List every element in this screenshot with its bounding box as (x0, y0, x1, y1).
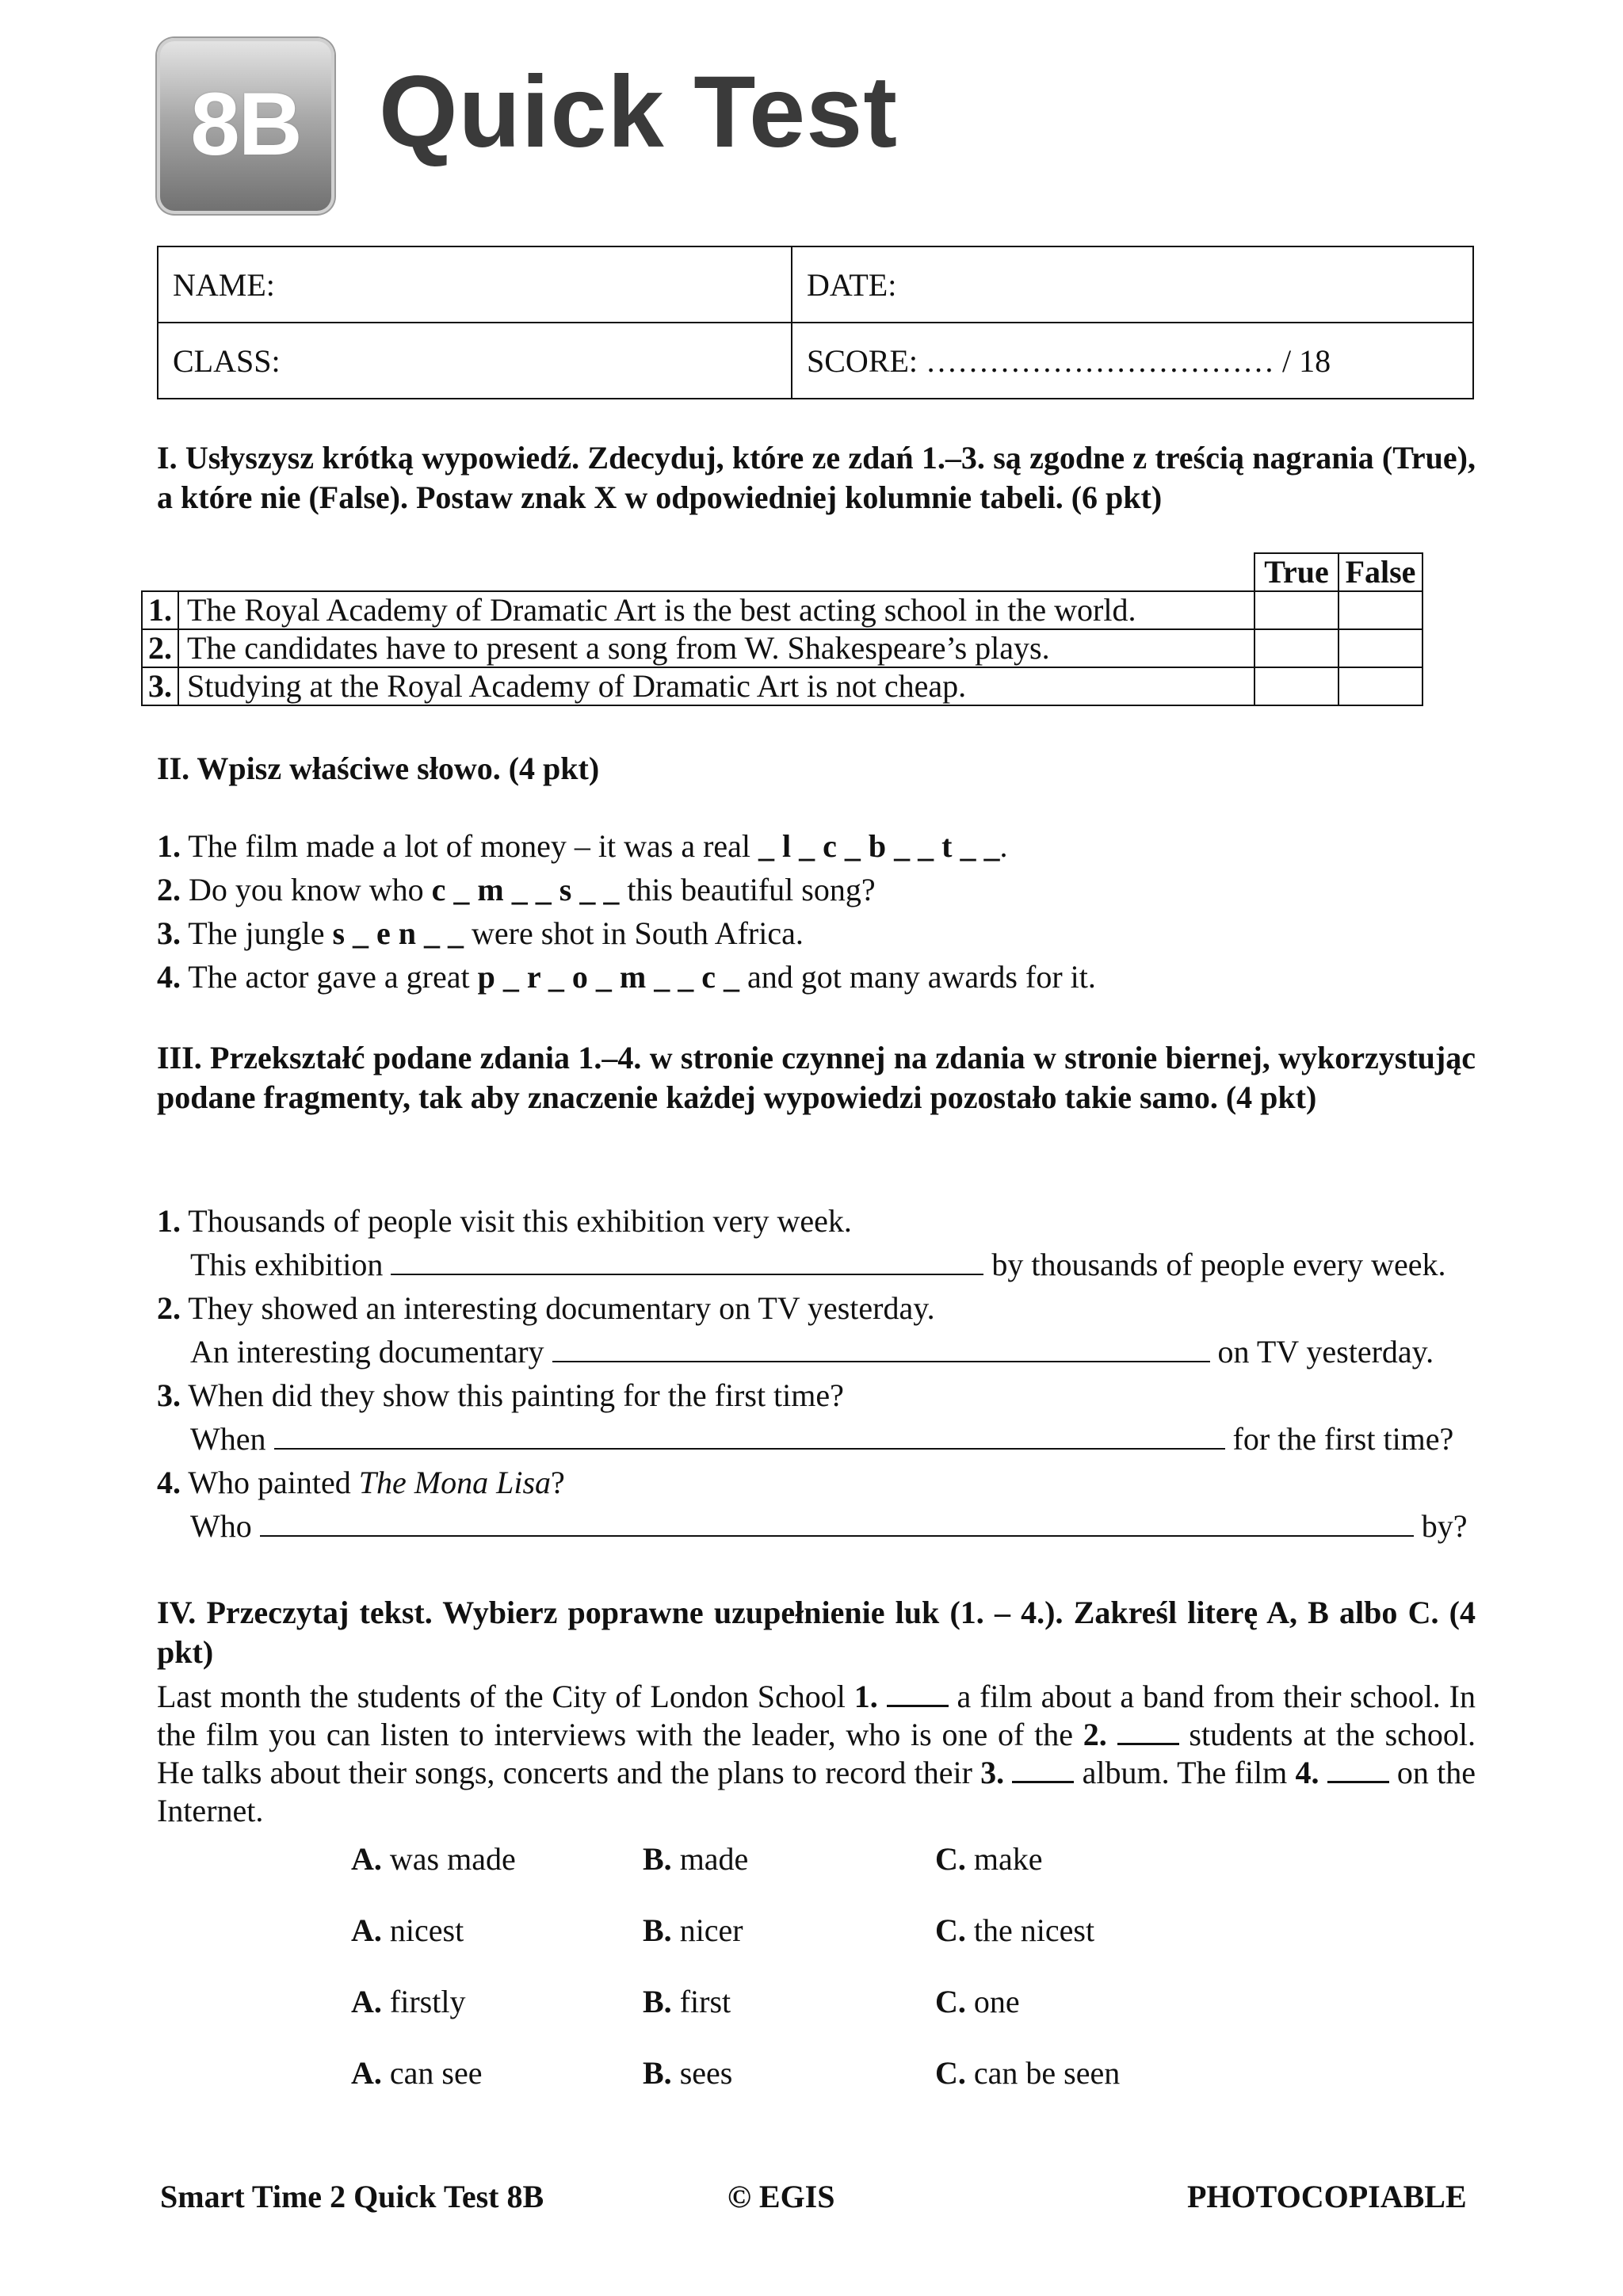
list-item (157, 868, 1476, 911)
option-text: nicest (389, 1912, 464, 1948)
option-text: first (679, 1984, 731, 2019)
gap-blank[interactable] (887, 1679, 949, 1707)
option-b[interactable] (643, 1983, 731, 2020)
option-letter: B. (643, 1841, 672, 1877)
true-answer-cell[interactable] (1254, 667, 1338, 705)
list-item (157, 1199, 1476, 1243)
option-a[interactable] (351, 1983, 465, 2020)
gap-number: 3. (980, 1755, 1005, 1790)
answer-line (157, 1417, 1476, 1461)
option-letter: C. (935, 1912, 966, 1948)
option-c[interactable] (935, 1840, 1043, 1878)
item-text: The film made a lot of money – it was a real (188, 828, 759, 864)
section-1-instruction: I. Usłyszysz krótką wypowiedź. Zdecyduj, które ze zdań 1.–3. są zgodne z treścią nagrania (True), a które nie (False). Postaw znak X w odpowiedniej kolumnie tabeli. (6 pkt) (157, 440, 1476, 515)
list-item (157, 1286, 1476, 1330)
answer-blank[interactable] (552, 1332, 1210, 1362)
table-row (142, 629, 1423, 667)
footer-right: PHOTOCOPIABLE (1187, 2179, 1467, 2214)
item-text: this beautiful song? (619, 872, 876, 907)
answer-start: Who (190, 1508, 252, 1544)
row-number: 3. (142, 667, 178, 705)
gap-number: 2. (1083, 1717, 1107, 1752)
false-answer-cell[interactable] (1338, 629, 1423, 667)
false-answer-cell[interactable] (1338, 667, 1423, 705)
answer-end: for the first time? (1232, 1421, 1454, 1457)
empty-cell (142, 553, 178, 591)
logo-text: 8B (190, 74, 301, 174)
option-letter: A. (351, 2055, 382, 2091)
statement-text: Studying at the Royal Academy of Dramatic Art is not cheap. (178, 667, 1254, 705)
option-a[interactable] (351, 1912, 464, 1949)
empty-cell (178, 553, 1254, 591)
answer-start: When (190, 1421, 266, 1457)
option-letter: B. (643, 2055, 672, 2091)
option-letter: A. (351, 1984, 382, 2019)
option-text: nicer (679, 1912, 743, 1948)
option-letter: A. (351, 1841, 382, 1877)
option-b[interactable] (643, 2054, 732, 2092)
item-number: 1. (157, 1203, 181, 1239)
cloze-text (157, 1678, 1476, 1830)
item-text: were shot in South Africa. (464, 915, 804, 951)
cloze-segment: Last month the students of the City of London School (157, 1679, 854, 1714)
option-letter: A. (351, 1912, 382, 1948)
option-text: make (973, 1841, 1043, 1877)
gap-number: 1. (854, 1679, 878, 1714)
list-item (157, 911, 1476, 955)
option-text: can be seen (973, 2055, 1121, 2091)
statement-text: The Royal Academy of Dramatic Art is the best acting school in the world. (178, 591, 1254, 629)
list-item (157, 824, 1476, 868)
row-number: 1. (142, 591, 178, 629)
item-text: . (999, 828, 1008, 864)
true-false-table (141, 552, 1423, 706)
word-puzzle[interactable]: _ l _ c _ b _ _ t _ _ (758, 828, 1000, 864)
item-number: 4. (157, 1465, 181, 1500)
list-item (157, 1373, 1476, 1417)
answer-line (157, 1504, 1476, 1548)
list-item (157, 1461, 1476, 1504)
section-2-items (157, 824, 1476, 999)
row-number: 2. (142, 629, 178, 667)
cloze-segment: a film about a band from their school. In the film you can listen to interviews with the leader, who is one of the (157, 1679, 1476, 1752)
item-sentence: When did they show this painting for the first time? (188, 1377, 844, 1413)
item-sentence: Thousands of people visit this exhibition very week. (188, 1203, 852, 1239)
cloze-segment: album. The film (1074, 1755, 1296, 1790)
section-4-instruction: IV. Przeczytaj tekst. Wybierz poprawne uzupełnienie luk (1. – 4.). Zakreśl literę A, B albo C. (4 pkt) (157, 1595, 1476, 1670)
item-sentence: Who painted (188, 1465, 359, 1500)
page-title: Quick Test (379, 55, 898, 169)
option-letter: C. (935, 2055, 966, 2091)
table-row (142, 667, 1423, 705)
false-column-header: False (1338, 553, 1423, 591)
true-answer-cell[interactable] (1254, 629, 1338, 667)
answer-end: on TV yesterday. (1217, 1334, 1434, 1370)
item-number: 2. (157, 1290, 181, 1326)
false-answer-cell[interactable] (1338, 591, 1423, 629)
footer-center: © EGIS (727, 2179, 835, 2214)
item-text: Do you know who (189, 872, 432, 907)
option-c[interactable] (935, 1912, 1094, 1949)
cloze-segment: students at the school. He talks about their songs, concerts and the plans to record their (157, 1717, 1476, 1790)
item-sentence: ? (551, 1465, 565, 1500)
option-text: sees (679, 2055, 733, 2091)
table-row (142, 591, 1423, 629)
gap-blank[interactable] (1327, 1755, 1389, 1783)
option-text: was made (389, 1841, 516, 1877)
option-a[interactable] (351, 2054, 482, 2092)
list-item (157, 955, 1476, 999)
option-b[interactable] (643, 1840, 748, 1878)
true-column-header: True (1254, 553, 1338, 591)
item-number: 3. (157, 1377, 181, 1413)
statement-text: The candidates have to present a song from W. Shakespeare’s plays. (178, 629, 1254, 667)
true-answer-cell[interactable] (1254, 591, 1338, 629)
gap-number: 4. (1295, 1755, 1319, 1790)
answer-start: An interesting documentary (190, 1334, 544, 1370)
option-b[interactable] (643, 1912, 743, 1949)
word-puzzle[interactable]: p _ r _ o _ m _ _ c _ (477, 959, 739, 995)
word-puzzle[interactable]: c _ m _ _ s _ _ (431, 872, 620, 907)
name-field[interactable]: NAME: (158, 246, 792, 323)
item-text: The jungle (188, 915, 333, 951)
answer-blank[interactable] (391, 1245, 983, 1275)
answer-line (157, 1330, 1476, 1373)
item-sentence: They showed an interesting documentary on TV yesterday. (188, 1290, 935, 1326)
answer-end: by thousands of people every week. (991, 1247, 1446, 1282)
section-3-items (157, 1199, 1476, 1548)
gap-blank[interactable] (1012, 1755, 1074, 1783)
item-number: 1. (157, 828, 181, 864)
date-field[interactable]: DATE: (792, 246, 1473, 323)
cloze-segment: on the Internet. (157, 1755, 1476, 1828)
option-a[interactable] (351, 1840, 516, 1878)
option-letter: B. (643, 1984, 672, 2019)
option-text: the nicest (973, 1912, 1095, 1948)
option-letter: C. (935, 1841, 966, 1877)
option-text: made (679, 1841, 749, 1877)
item-number: 4. (157, 959, 181, 995)
answer-end: by? (1421, 1508, 1468, 1544)
option-c[interactable] (935, 2054, 1120, 2092)
class-field[interactable]: CLASS: (158, 323, 792, 399)
gap-blank[interactable] (1117, 1717, 1179, 1745)
score-field[interactable]: SCORE: …………………………… / 18 (792, 323, 1473, 399)
option-text: firstly (389, 1984, 466, 2019)
answer-blank[interactable] (274, 1419, 1225, 1450)
section-3-instruction: III. Przekształć podane zdania 1.–4. w stronie czynnej na zdania w stronie biernej, wykorzystując podane fragmenty, tak aby znaczenie każdej wypowiedzi pozostało takie samo. (4 pkt) (157, 1040, 1476, 1115)
option-text: can see (389, 2055, 483, 2091)
item-text: The actor gave a great (188, 959, 478, 995)
option-letter: C. (935, 1984, 966, 2019)
option-text: one (973, 1984, 1020, 2019)
student-info-table (157, 246, 1474, 399)
item-number: 2. (157, 872, 181, 907)
option-c[interactable] (935, 1983, 1020, 2020)
option-letter: B. (643, 1912, 672, 1948)
test-number-logo (157, 38, 334, 214)
answer-blank[interactable] (260, 1507, 1414, 1537)
item-number: 3. (157, 915, 181, 951)
footer-left: Smart Time 2 Quick Test 8B (160, 2179, 544, 2214)
answer-line (157, 1243, 1476, 1286)
section-2-instruction: II. Wpisz właściwe słowo. (4 pkt) (157, 751, 600, 786)
word-puzzle[interactable]: s _ e n _ _ (332, 915, 464, 951)
item-sentence-title: The Mona Lisa (358, 1465, 552, 1500)
item-text: and got many awards for it. (739, 959, 1096, 995)
answer-start: This exhibition (190, 1247, 384, 1282)
